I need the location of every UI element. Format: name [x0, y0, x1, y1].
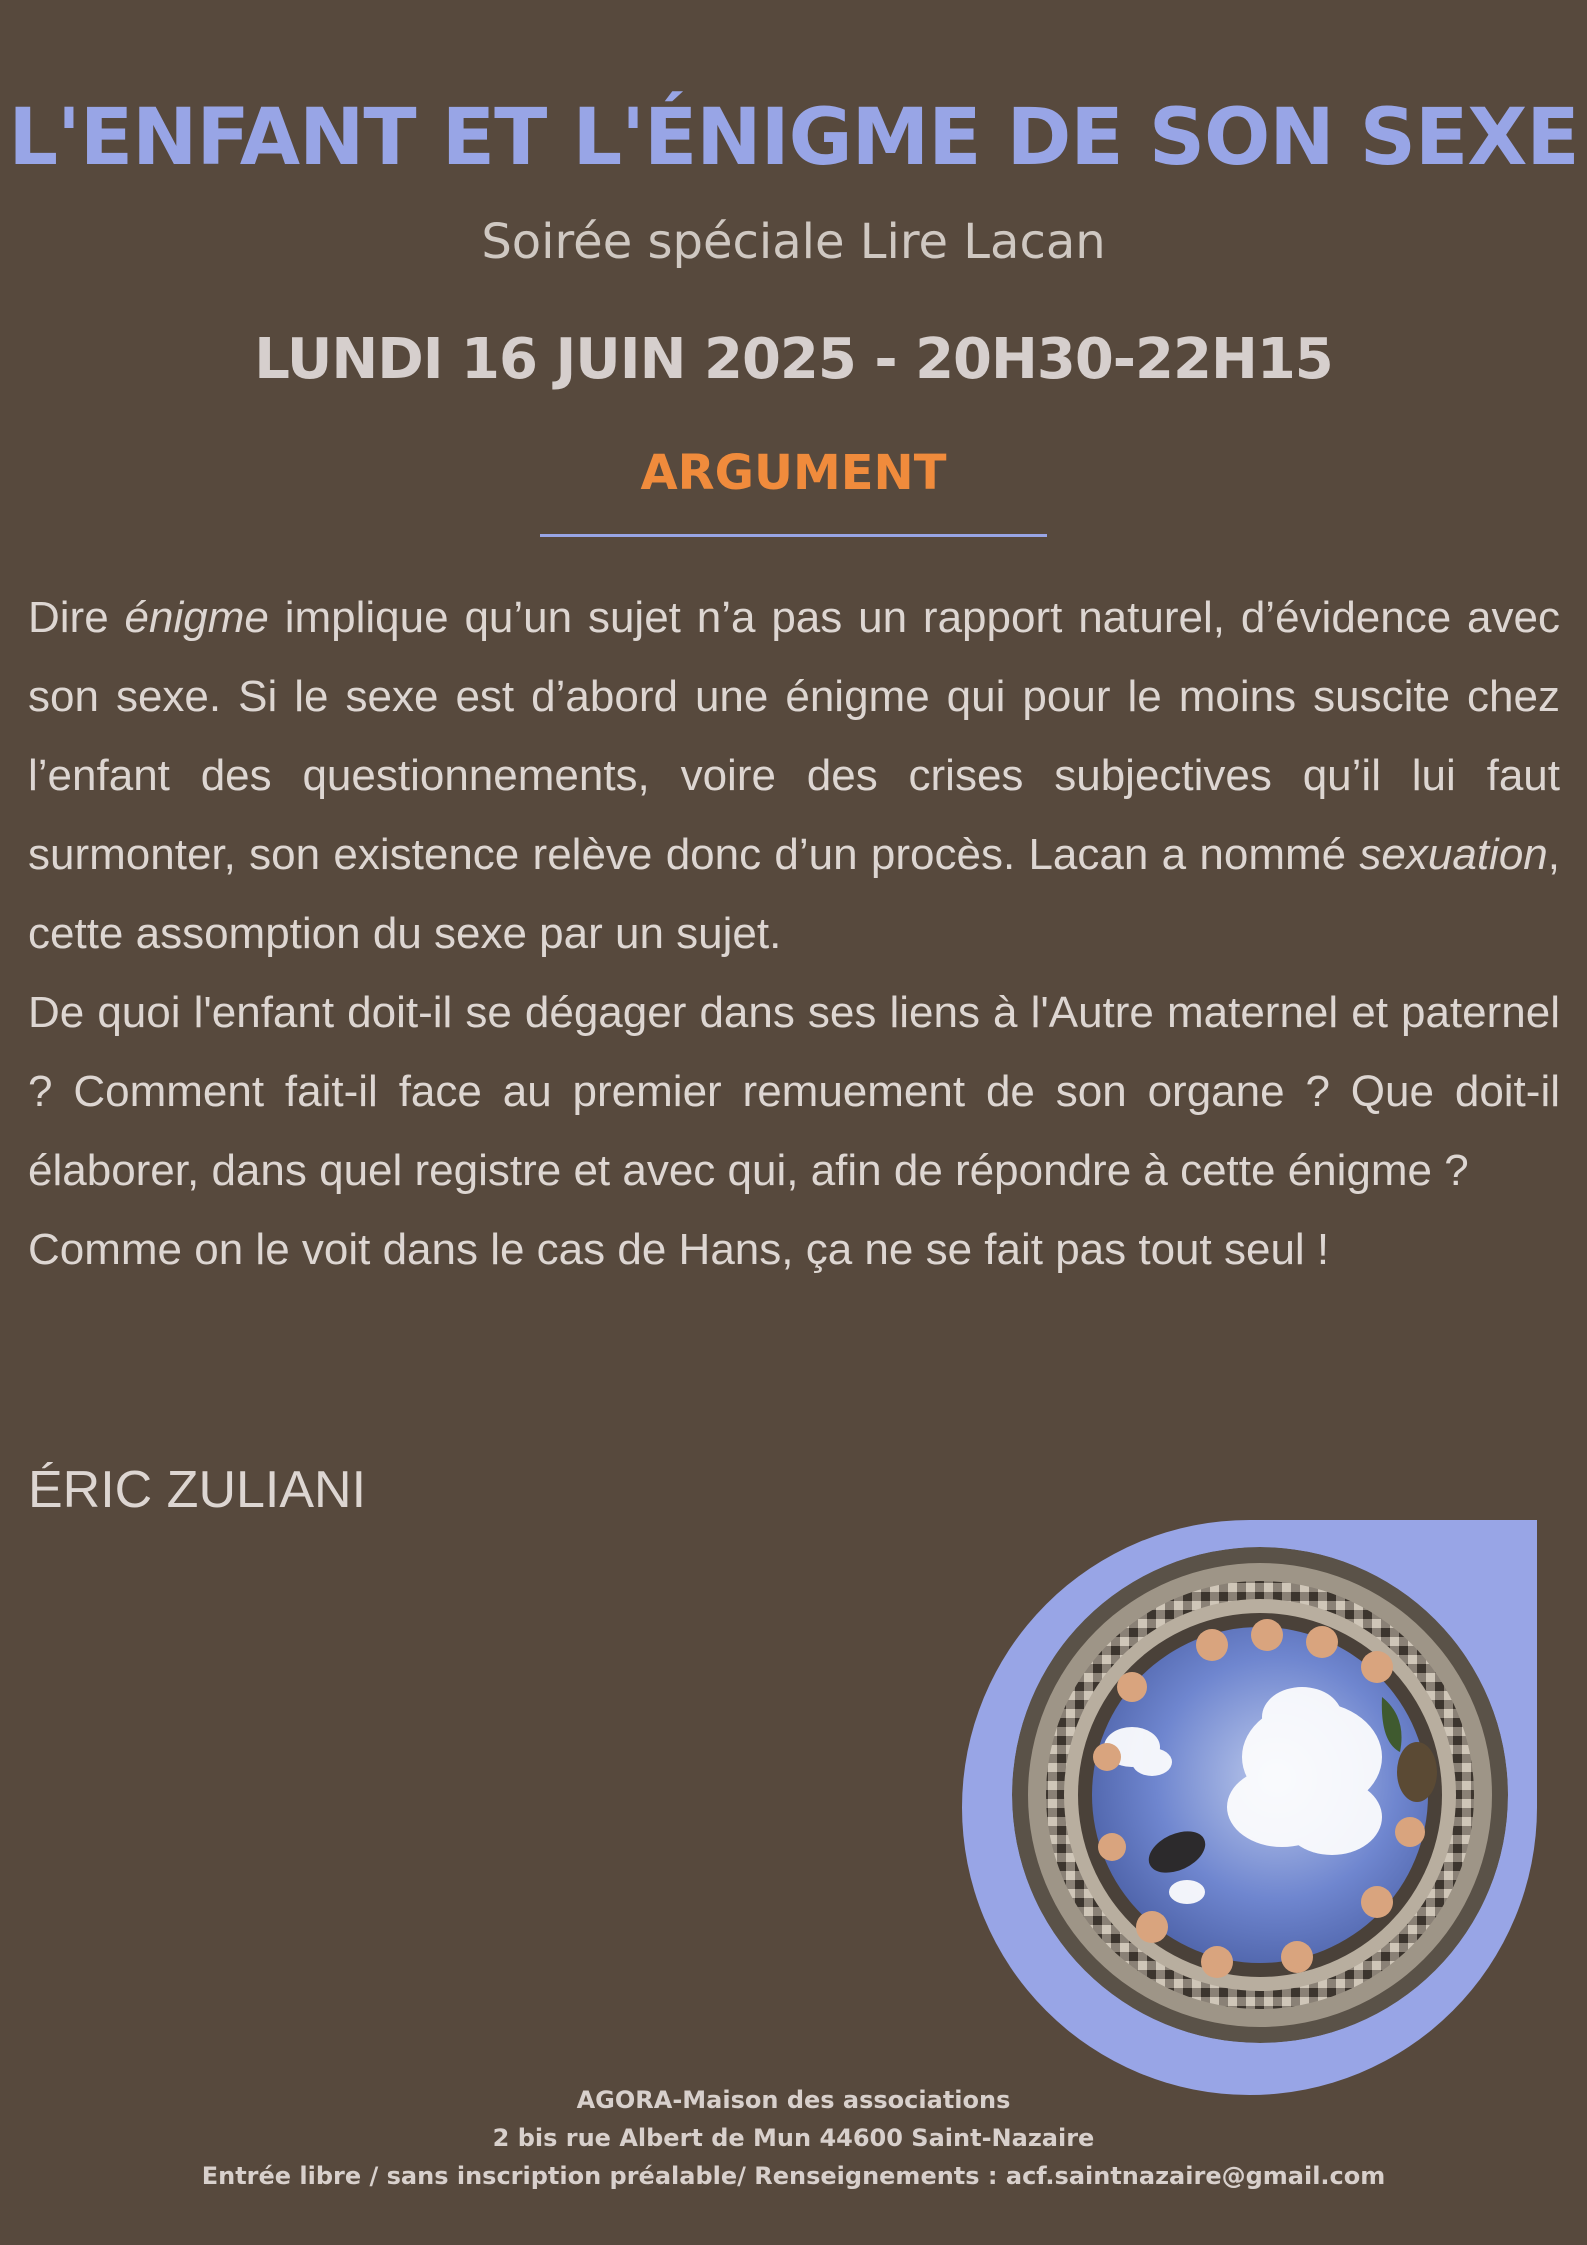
- argument-p1-emphasis-2: sexuation: [1359, 830, 1548, 879]
- footer-info: Entrée libre / sans inscription préalable/ Renseignements : acf.saintnazaire@gmail.com: [201, 2162, 1386, 2190]
- ceiling-oculus-painting: [1012, 1547, 1508, 2043]
- footer-address: 2 bis rue Albert de Mun 44600 Saint-Nazaire: [492, 2124, 1095, 2152]
- author-name: ÉRIC ZULIANI: [28, 1461, 367, 1519]
- argument-paragraph-3: Comme on le voit dans le cas de Hans, ça ne se fait pas tout seul !: [28, 1225, 1330, 1274]
- footer: [0, 2081, 1587, 2195]
- event-subtitle: Soirée spéciale Lire Lacan: [481, 214, 1106, 270]
- argument-p1-emphasis: énigme: [124, 593, 269, 642]
- argument-p1-start: Dire: [28, 593, 125, 642]
- argument-text: [28, 578, 1560, 1289]
- argument-p1-end: , cette assomption du sexe par un sujet.: [28, 830, 1560, 958]
- footer-venue: AGORA-Maison des associations: [576, 2086, 1011, 2114]
- argument-paragraph-1: [28, 578, 1560, 973]
- argument-paragraph-2: De quoi l'enfant doit-il se dégager dans ses liens à l'Autre maternel et paternel ? Comment fait-il face au premier remuement de son organe ? Que doit-il élaborer, dans quel registre et avec qui, afin de répondre à cette énigme ?: [28, 988, 1560, 1195]
- event-date: LUNDI 16 JUIN 2025 - 20H30-22H15: [254, 327, 1333, 392]
- argument-p1-middle: implique qu’un sujet n’a pas un rapport naturel, d’évidence avec son sexe. Si le sexe est d’abord une énigme qui pour le moins suscite chez l’enfant des questionnements, voire des crises subjectives qu’il lui faut surmonter, son existence relève donc d’un procès. Lacan a nommé: [28, 593, 1561, 879]
- heading-divider: [540, 534, 1047, 537]
- event-title: L'ENFANT ET L'ÉNIGME DE SON SEXE: [8, 93, 1579, 183]
- argument-heading: ARGUMENT: [640, 445, 947, 501]
